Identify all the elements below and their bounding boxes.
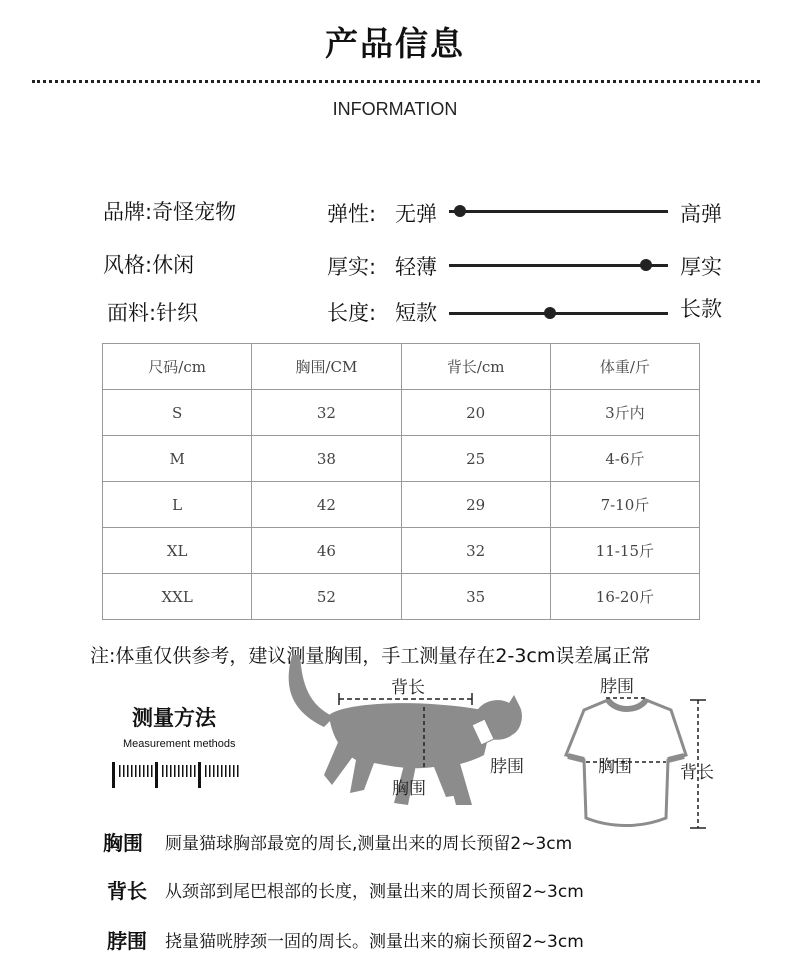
thickness-scale — [449, 264, 668, 267]
back-term: 背长 — [107, 879, 147, 903]
shirt-neck-label: 脖围 — [600, 677, 634, 697]
table-cell: 42 — [252, 482, 401, 528]
table-cell: 16-20斤 — [550, 574, 699, 620]
style-attribute: 风格:休闲 — [103, 253, 195, 277]
cat-back-label: 背长 — [391, 678, 425, 698]
table-cell: XXL — [103, 574, 252, 620]
chest-term: 胸围 — [103, 831, 143, 855]
brand-attribute: 品牌:奇怪宠物 — [103, 200, 237, 224]
length-scale-marker — [544, 307, 556, 319]
length-scale — [449, 312, 668, 315]
table-header-cell: 胸围/CM — [252, 344, 401, 390]
elasticity-scale-marker — [454, 205, 466, 217]
table-header-cell: 体重/斤 — [550, 344, 699, 390]
page-subtitle: INFORMATION — [332, 99, 458, 119]
thickness-scale-marker — [640, 259, 652, 271]
neck-definition: 挠量猫咣脖颈一固的周长。测量出来的痫长预留2~3cm — [165, 932, 584, 952]
table-cell: 25 — [401, 436, 550, 482]
neck-term: 脖围 — [107, 929, 147, 953]
elasticity-label: 弹性: — [327, 202, 377, 226]
table-cell: 52 — [252, 574, 401, 620]
table-cell: S — [103, 390, 252, 436]
thickness-high-label: 厚实 — [680, 255, 722, 279]
table-cell: 35 — [401, 574, 550, 620]
fabric-attribute: 面料:针织 — [107, 301, 199, 325]
length-high-label: 长款 — [680, 297, 722, 321]
table-header-row — [103, 344, 700, 390]
table-cell: 46 — [252, 528, 401, 574]
table-cell: 29 — [401, 482, 550, 528]
table-header-cell: 背长/cm — [401, 344, 550, 390]
table-cell: 20 — [401, 390, 550, 436]
table-row — [103, 436, 700, 482]
ruler-icon — [110, 760, 242, 790]
thickness-scale-line — [449, 264, 668, 267]
measurement-note: 注:体重仅供参考，建议测量胸围，手工测量存在2-3cm误差属正常 — [90, 645, 651, 667]
length-scale-line — [449, 312, 668, 315]
shirt-chest-label: 胸围 — [598, 757, 632, 777]
length-label: 长度: — [327, 301, 377, 325]
table-cell: 7-10斤 — [550, 482, 699, 528]
shirt-back-label: 背长 — [680, 763, 714, 783]
table-cell: 38 — [252, 436, 401, 482]
length-low-label: 短款 — [395, 301, 437, 325]
elasticity-scale — [449, 210, 668, 213]
cat-chest-label: 胸围 — [392, 779, 426, 799]
elasticity-low-label: 无弹 — [395, 202, 437, 226]
cat-neck-label: 脖围 — [490, 757, 524, 777]
table-row — [103, 528, 700, 574]
table-cell: 3斤内 — [550, 390, 699, 436]
back-definition: 从颈部到尾巴根部的长度，测量出来的周长预留2~3cm — [165, 882, 584, 902]
page-title: 产品信息 — [325, 24, 465, 63]
table-row — [103, 482, 700, 528]
thickness-label: 厚实: — [327, 255, 377, 279]
table-row — [103, 574, 700, 620]
table-cell: L — [103, 482, 252, 528]
table-cell: 32 — [401, 528, 550, 574]
table-header-cell: 尺码/cm — [103, 344, 252, 390]
table-cell: 4-6斤 — [550, 436, 699, 482]
chest-definition: 厕量猫球胸部最宽的周长,测量出来的周长预留2~3cm — [165, 834, 573, 854]
elasticity-scale-line — [449, 210, 668, 213]
table-cell: 11-15斤 — [550, 528, 699, 574]
elasticity-high-label: 高弹 — [680, 202, 722, 226]
table-row — [103, 390, 700, 436]
table-cell: M — [103, 436, 252, 482]
measurement-subtitle: Measurement methods — [123, 738, 236, 750]
table-cell: XL — [103, 528, 252, 574]
thickness-low-label: 轻薄 — [395, 255, 437, 279]
dotted-divider — [32, 80, 760, 83]
measurement-title: 测量方法 — [132, 706, 216, 730]
table-cell: 32 — [252, 390, 401, 436]
size-table — [102, 343, 700, 620]
